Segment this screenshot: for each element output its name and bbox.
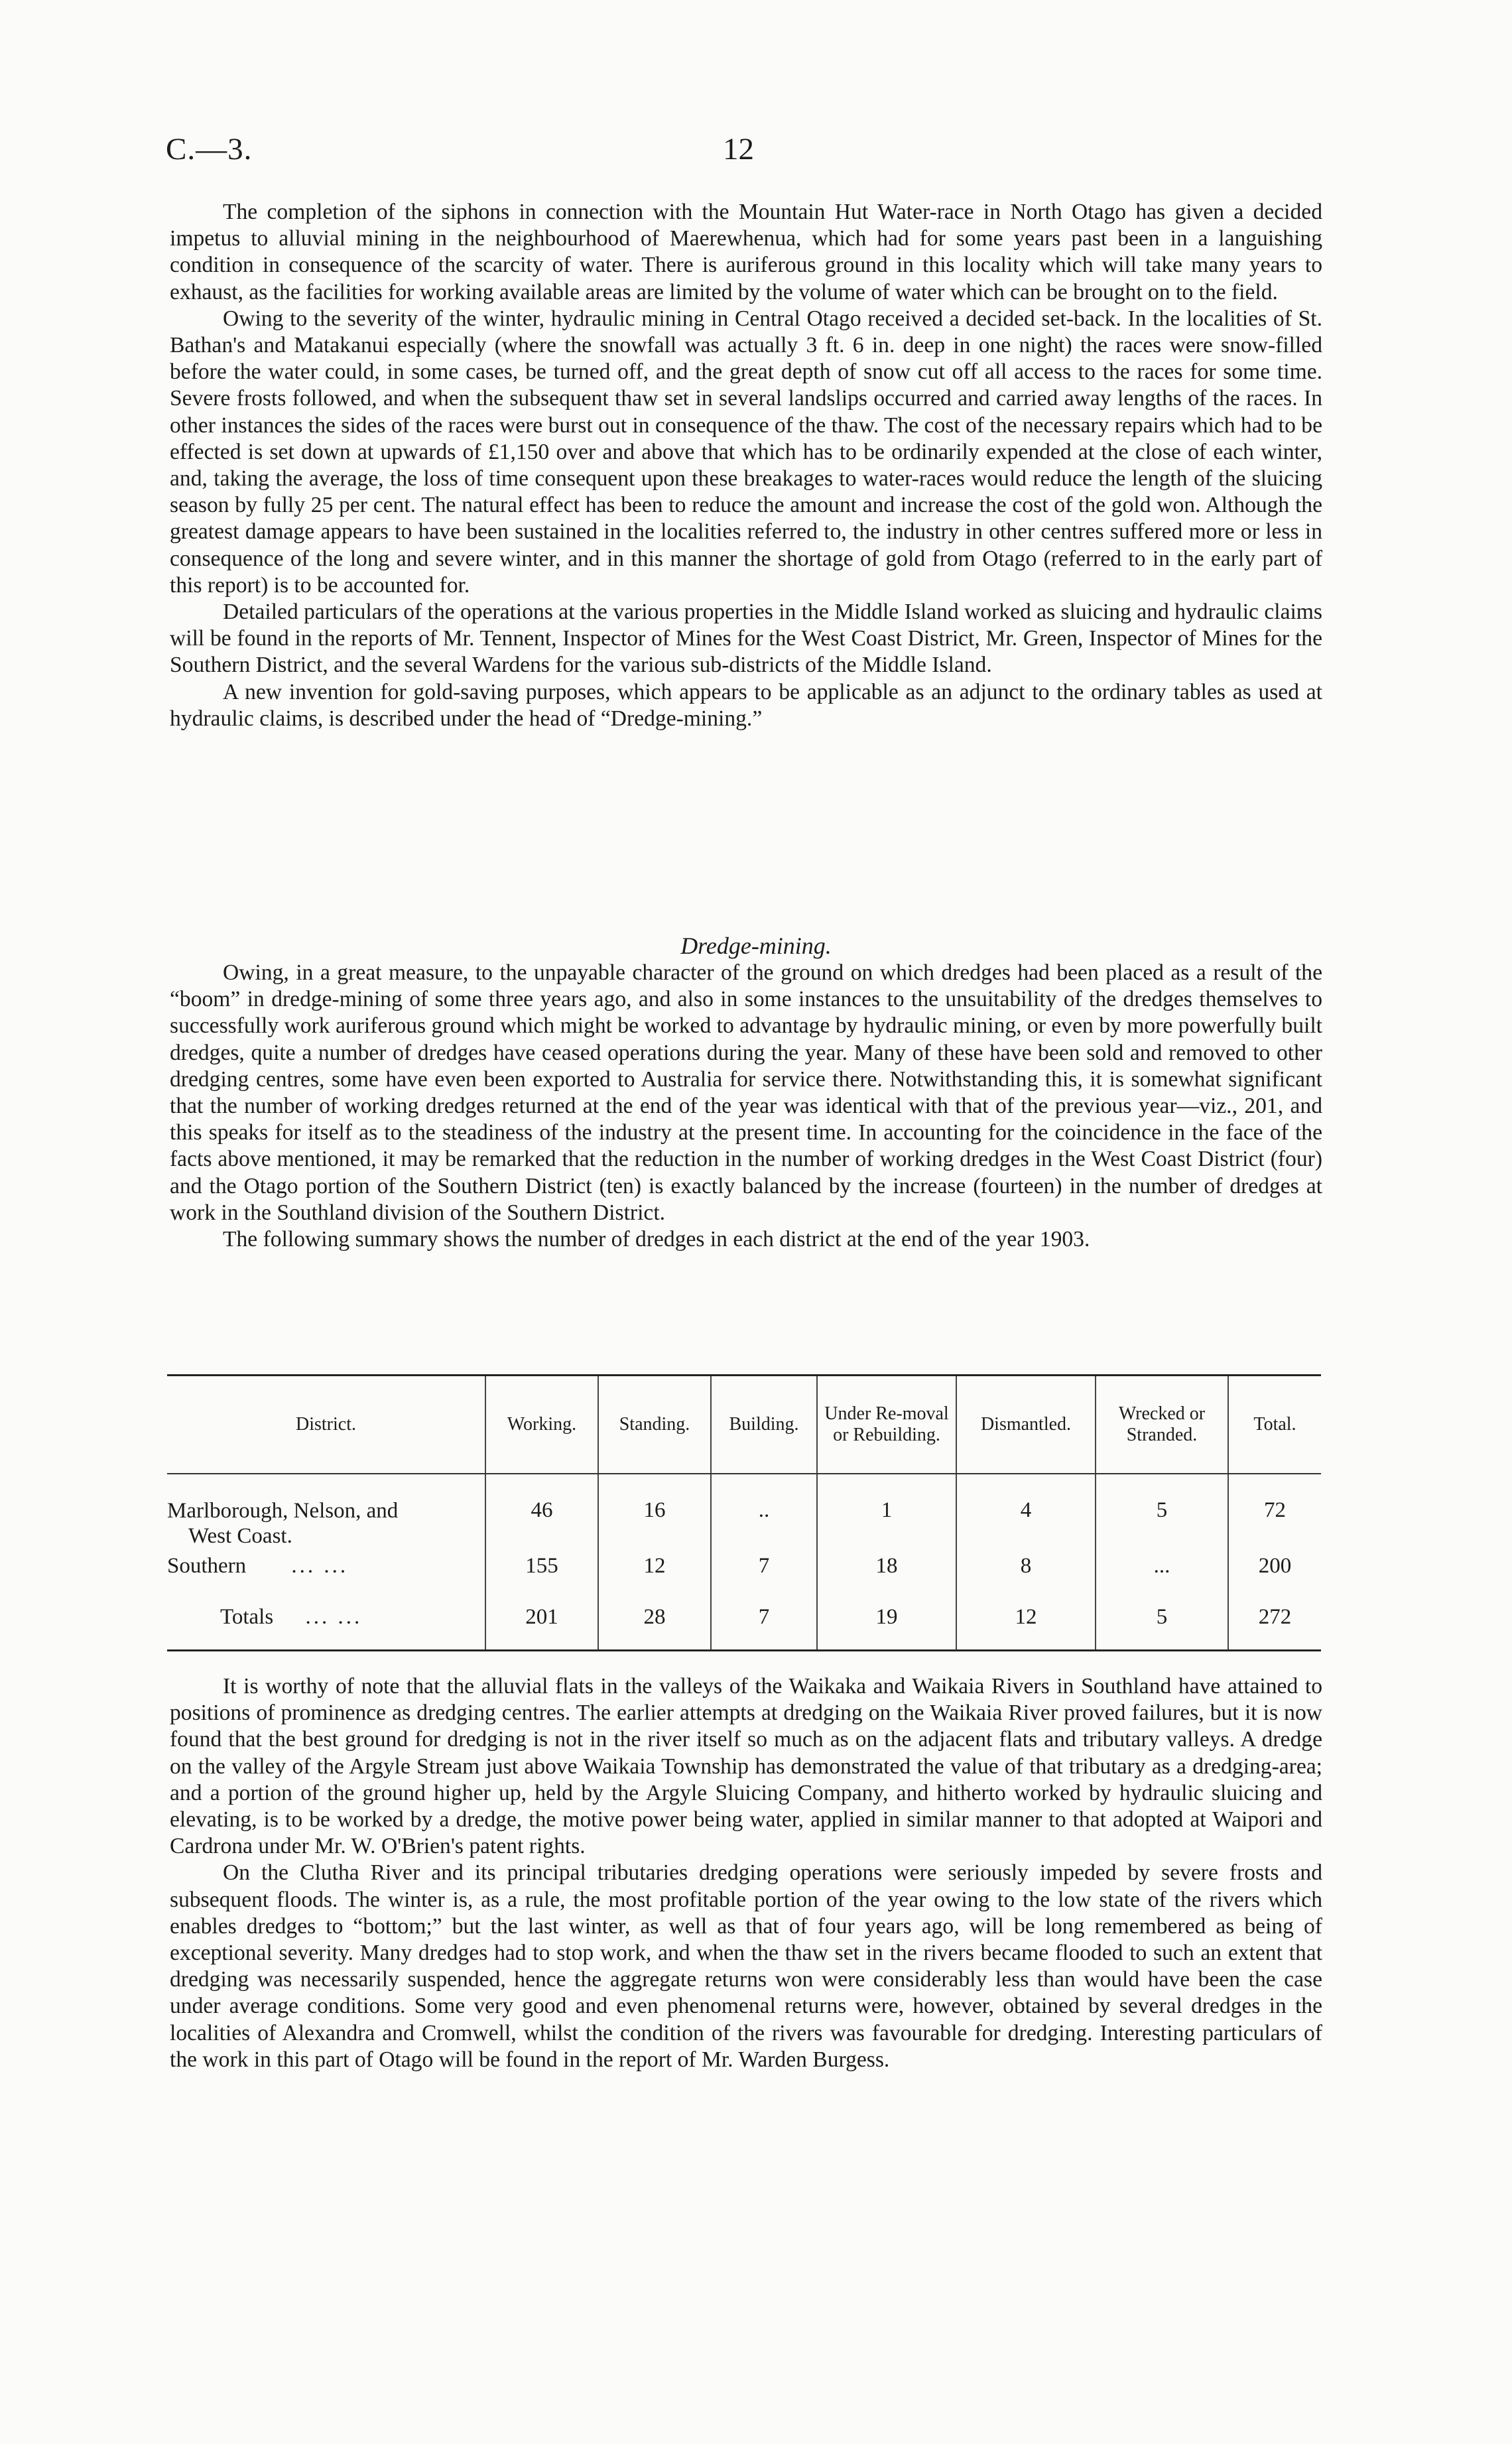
total-cell: 272 <box>1228 1581 1321 1651</box>
table-cell: 8 <box>956 1551 1096 1581</box>
table-cell: 18 <box>817 1551 956 1581</box>
totals-label-cell <box>167 1581 485 1651</box>
paragraph: Owing to the severity of the winter, hydraulic mining in Central Otago received a decided set-back. In the localities of St. Bathan's and Matakanui especially (where the snowfall was actually 3 ft. 6 in. deep in one night) the races were snow-filled before the water could, in some cases, be turned off, and the great depth of snow cut off all access to the races for some time. Severe frosts followed, and when the subsequent thaw set in several landslips occurred and carried away lengths of the races. In other instances the sides of the races were burst out in consequence of the thaw. The cost of the necessary repairs which had to be effected is set down at upwards of £1,150 over and above that which has to be ordinarily expended at the close of each winter, and, taking the average, the loss of time consequent upon these breakages to water-races would reduce the length of the sluicing season by fully 25 per cent. The natural effect has been to reduce the amount and increase the cost of the gold won. Although the greatest damage appears to have been sustained in the localities referred to, the industry in other centres suffered more or less in consequence of the long and severe winter, and in this manner the shortage of gold from Otago (referred to in the early part of this report) is to be accounted for. <box>170 306 1322 598</box>
table-cell: .. <box>711 1474 817 1551</box>
paragraph: Detailed particulars of the operations at the various properties in the Middle Island worked as sluicing and hydraulic claims will be found in the reports of Mr. Tennent, Inspector of Mines for the West Coast District, Mr. Green, Inspector of Mines for the Southern District, and the several Wardens for the various sub-districts of the Middle Island. <box>170 600 1322 678</box>
column-header: Wrecked or Stranded. <box>1096 1376 1228 1474</box>
leader-dots: ... ... <box>291 1554 349 1578</box>
document-reference: C.—3. <box>166 132 253 166</box>
table-cell: 1 <box>817 1474 956 1551</box>
column-header: Dismantled. <box>956 1376 1096 1474</box>
table-header-row <box>167 1376 1321 1474</box>
dredge-summary-table <box>167 1374 1321 1651</box>
column-header: Total. <box>1228 1376 1321 1474</box>
leader-dots: ... ... <box>305 1605 363 1629</box>
section-sluicing <box>170 199 1322 732</box>
table-cell: 16 <box>598 1474 711 1551</box>
district-name: Marlborough, Nelson, and <box>167 1499 399 1523</box>
section-dredging-districts <box>170 1673 1322 2073</box>
total-cell: 5 <box>1096 1581 1228 1651</box>
table-cell: 7 <box>711 1551 817 1581</box>
column-header: Building. <box>711 1376 817 1474</box>
district-name: Southern <box>167 1554 247 1578</box>
total-cell: 7 <box>711 1581 817 1651</box>
district-cell <box>167 1474 485 1551</box>
table-cell: ... <box>1096 1551 1228 1581</box>
total-cell: 12 <box>956 1581 1096 1651</box>
table-cell: 72 <box>1228 1474 1321 1551</box>
paragraph: The following summary shows the number of dredges in each district at the end of the year 1903. <box>223 1227 1090 1252</box>
table-cell: 12 <box>598 1551 711 1581</box>
total-cell: 28 <box>598 1581 711 1651</box>
totals-row <box>167 1581 1321 1651</box>
paragraph: Owing, in a great measure, to the unpayable character of the ground on which dredges had been placed as a result of the “boom” in dredge-mining of some three years ago, and also in some instances to the unsuitability of the dredges themselves to successfully work auriferous ground which might be worked to advantage by hydraulic mining, or even by more powerfully built dredges, quite a number of dredges have ceased operations during the year. Many of these have been sold and removed to other dredging centres, some have even been exported to Australia for service there. Notwithstanding this, it is somewhat significant that the number of working dredges returned at the end of the year was identical with that of the previous year—viz., 201, and this speaks for itself as to the steadiness of the industry at the present time. In accounting for the coincidence in the face of the facts above mentioned, it may be remarked that the reduction in the number of working dredges in the West Coast District (four) and the Otago portion of the Southern District (ten) is exactly balanced by the increase (fourteen) in the number of dredges at work in the Southland division of the Southern District. <box>170 960 1322 1225</box>
district-cell <box>167 1551 485 1581</box>
section-dredge-mining <box>170 960 1322 1253</box>
column-header: Standing. <box>598 1376 711 1474</box>
table-cell: 5 <box>1096 1474 1228 1551</box>
total-cell: 19 <box>817 1581 956 1651</box>
paragraph: On the Clutha River and its principal tributaries dredging operations were seriously impeded by severe frosts and subsequent floods. The winter is, as a rule, the most profitable portion of the year owing to the low state of the rivers which enables dredges to “bottom;” but the last winter, as well as that of four years ago, will be long remembered as being of exceptional severity. Many dredges had to stop work, and when the thaw set in the rivers became flooded to such an extent that dredging was necessarily suspended, hence the aggregate returns won were considerably less than would have been the case under average conditions. Some very good and even phenomenal returns were, however, obtained by several dredges in the localities of Alexandra and Cromwell, whilst the condition of the rivers was favourable for dredging. Interesting particulars of the work in this part of Otago will be found in the report of Mr. Warden Burgess. <box>170 1860 1322 2072</box>
district-name-continued: West Coast. <box>188 1524 292 1548</box>
column-header: Working. <box>485 1376 598 1474</box>
table-cell: 200 <box>1228 1551 1321 1581</box>
table-cell: 155 <box>485 1551 598 1581</box>
paragraph: The completion of the siphons in connection with the Mountain Hut Water-race in North Otago has given a decided impetus to alluvial mining in the neighbourhood of Maerewhenua, which had for some years past been in a languishing condition in consequence of the scarcity of water. There is auriferous ground in this locality which will take many years to exhaust, as the facilities for working available areas are limited by the volume of water which can be brought on to the field. <box>170 200 1322 304</box>
table-row <box>167 1474 1321 1551</box>
table-cell: 46 <box>485 1474 598 1551</box>
total-cell: 201 <box>485 1581 598 1651</box>
paragraph: A new invention for gold-saving purposes, which appears to be applicable as an adjunct to the ordinary tables as used at hydraulic claims, is described under the head of “Dredge-mining.” <box>170 679 1322 731</box>
column-header: Under Re-moval or Rebuilding. <box>817 1376 956 1474</box>
totals-label: Totals <box>220 1605 274 1629</box>
page-number: 12 <box>723 132 754 166</box>
section-heading-dredge-mining: Dredge-mining. <box>680 933 832 959</box>
column-header: District. <box>167 1376 485 1474</box>
table-row <box>167 1551 1321 1581</box>
table-cell: 4 <box>956 1474 1096 1551</box>
paragraph: It is worthy of note that the alluvial flats in the valleys of the Waikaka and Waikaia Rivers in Southland have attained to positions of prominence as dredging centres. The earlier attempts at dredging on the Waikaia River proved failures, but it is now found that the best ground for dredging is not in the river itself so much as on the adjacent flats and tributary valleys. A dredge on the valley of the Argyle Stream just above Waikaia Township has demonstrated the value of that tributary as a dredging-area; and a portion of the ground higher up, held by the Argyle Sluicing Company, and hitherto worked by hydraulic sluicing and elevating, is to be worked by a dredge, the motive power being water, applied in similar manner to that adopted at Waipori and Cardrona under Mr. W. O'Brien's patent rights. <box>170 1674 1322 1859</box>
